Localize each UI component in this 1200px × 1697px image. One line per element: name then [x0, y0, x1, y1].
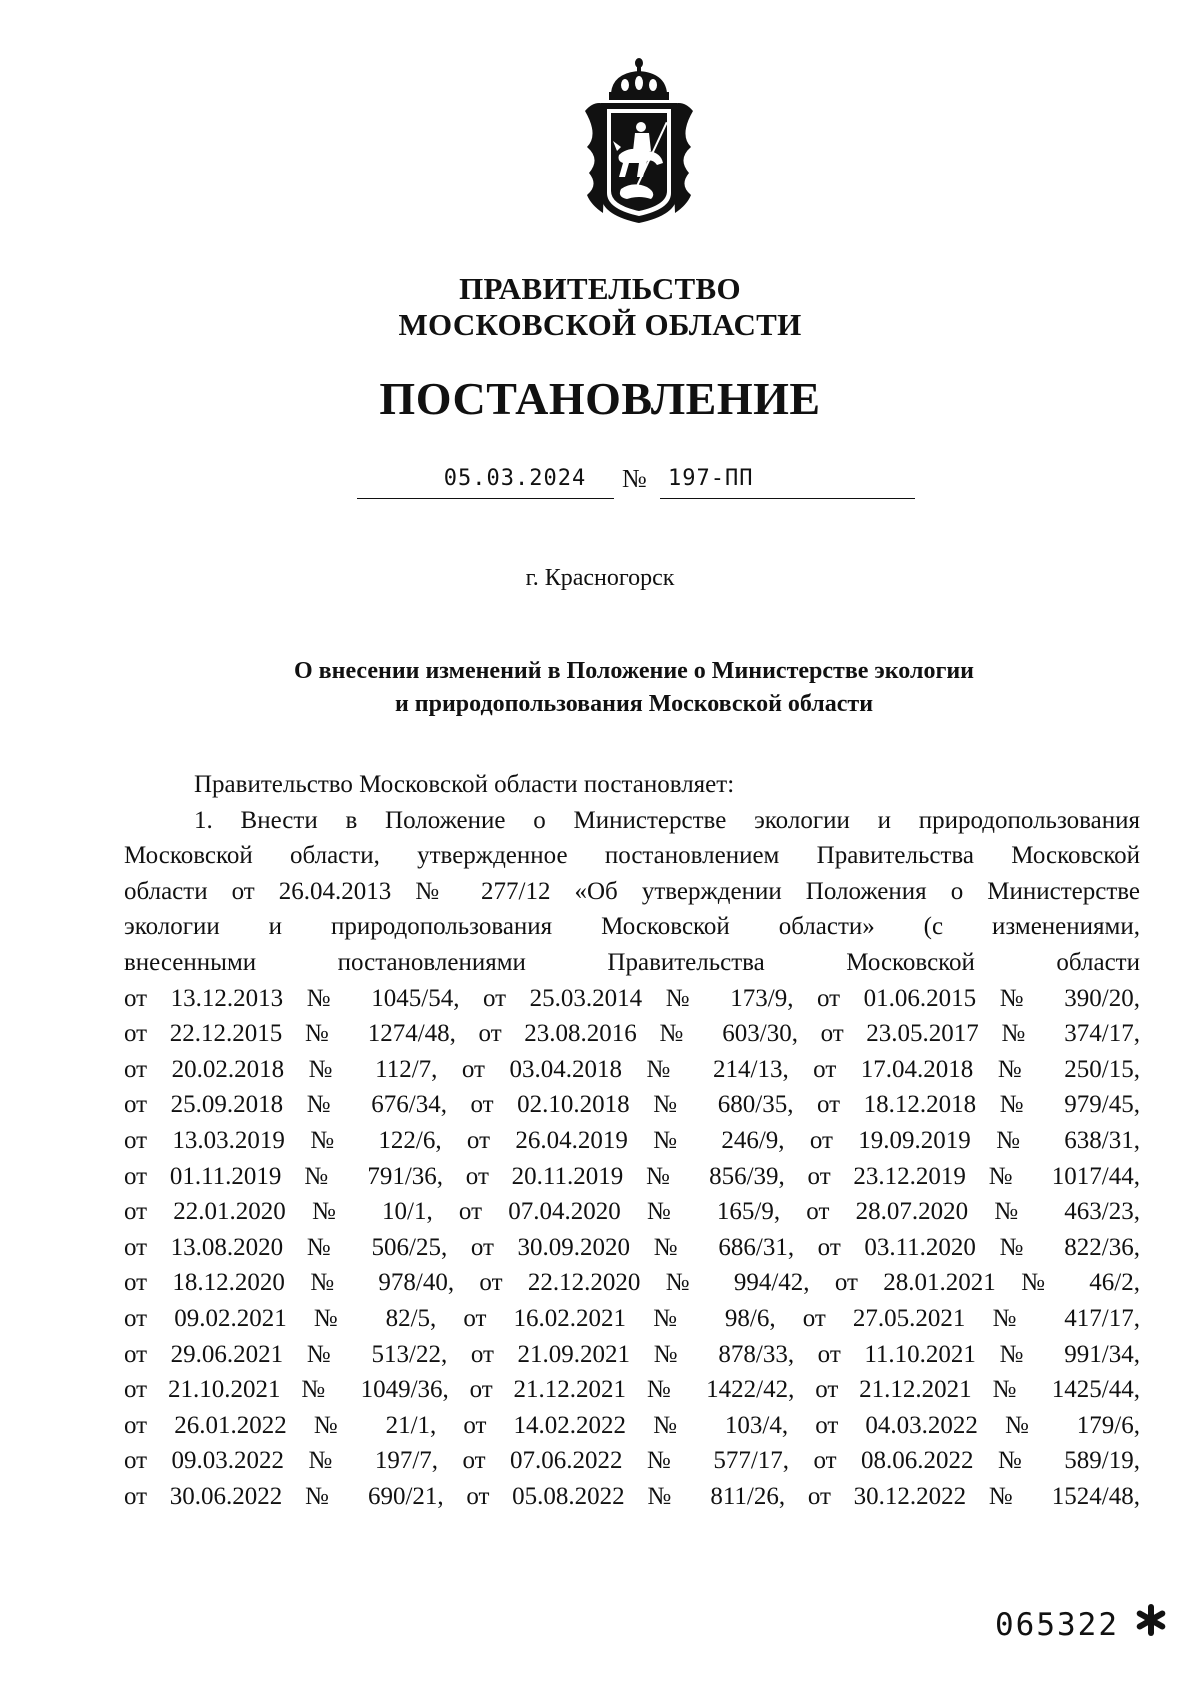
body-line: от 21.10.2021 № 1049/36, от 21.12.2021 № 1422/42, от 21.12.2021 № 1425/44,: [124, 1376, 1140, 1404]
body-line: от 09.02.2021 № 82/5, от 16.02.2021 № 98/6, от 27.05.2021 № 417/17,: [124, 1304, 1140, 1332]
body-line: области от 26.04.2013 № 277/12 «Об утверждении Положения о Министерстве: [124, 877, 1140, 905]
asterisk-icon: [1135, 1604, 1167, 1636]
body-line: от 22.12.2015 № 1274/48, от 23.08.2016 № 603/30, от 23.05.2017 № 374/17,: [124, 1020, 1140, 1048]
document-type: ПОСТАНОВЛЕНИЕ: [379, 373, 821, 424]
body-line: от 20.02.2018 № 112/7, от 03.04.2018 № 214/13, от 17.04.2018 № 250/15,: [124, 1055, 1140, 1083]
body-line: от 29.06.2021 № 513/22, от 21.09.2021 № 878/33, от 11.10.2021 № 991/34,: [124, 1340, 1140, 1368]
city-name: г. Красногорск: [525, 565, 675, 591]
number-underline: [660, 498, 915, 499]
subject-line2: и природопользования Московской области: [394, 691, 874, 717]
body-line: от 18.12.2020 № 978/40, от 22.12.2020 № 994/42, от 28.01.2021 № 46/2,: [124, 1269, 1140, 1297]
body-line: от 13.03.2019 № 122/6, от 26.04.2019 № 246/9, от 19.09.2019 № 638/31,: [124, 1126, 1140, 1154]
body-line: экологии и природопользования Московской области» (с изменениями,: [124, 913, 1140, 941]
body-line: от 22.01.2020 № 10/1, от 07.04.2020 № 165/9, от 28.07.2020 № 463/23,: [124, 1198, 1140, 1226]
body-line: от 30.06.2022 № 690/21, от 05.08.2022 № 811/26, от 30.12.2022 № 1524/48,: [124, 1482, 1140, 1510]
organization-name-line1: ПРАВИТЕЛЬСТВО: [459, 271, 741, 306]
document-number: 197-ПП: [668, 466, 754, 491]
body-line: от 01.11.2019 № 791/36, от 20.11.2019 № 856/39, от 23.12.2019 № 1017/44,: [124, 1162, 1140, 1190]
body-line: от 13.08.2020 № 506/25, от 30.09.2020 № 686/31, от 03.11.2020 № 822/36,: [124, 1233, 1140, 1261]
date-underline: [357, 498, 614, 499]
number-sign: №: [622, 464, 647, 493]
organization-name-line2: МОСКОВСКОЙ ОБЛАСТИ: [398, 307, 802, 342]
body-text: [124, 767, 1140, 1514]
document-date: 05.03.2024: [443, 466, 587, 491]
body-line: Московской области, утвержденное постановлением Правительства Московской: [124, 842, 1140, 870]
body-line: 1. Внести в Положение о Министерстве экологии и природопользования: [194, 806, 1140, 834]
document-number-row: [0, 462, 1200, 502]
subject-line1: О внесении изменений в Положение о Министерстве экологии: [293, 658, 975, 684]
serial-number: 065322: [995, 1607, 1119, 1643]
body-line: от 13.12.2013 № 1045/54, от 25.03.2014 № 173/9, от 01.06.2015 № 390/20,: [124, 984, 1140, 1012]
body-line: от 25.09.2018 № 676/34, от 02.10.2018 № 680/35, от 18.12.2018 № 979/45,: [124, 1091, 1140, 1119]
body-line: от 09.03.2022 № 197/7, от 07.06.2022 № 577/17, от 08.06.2022 № 589/19,: [124, 1447, 1140, 1475]
body-line: от 26.01.2022 № 21/1, от 14.02.2022 № 103/4, от 04.03.2022 № 179/6,: [124, 1411, 1140, 1439]
intro-paragraph: Правительство Московской области постановляет:: [194, 771, 735, 798]
body-line: внесенными постановлениями Правительства Московской области: [124, 948, 1140, 976]
coat-of-arms-icon: [577, 55, 701, 225]
